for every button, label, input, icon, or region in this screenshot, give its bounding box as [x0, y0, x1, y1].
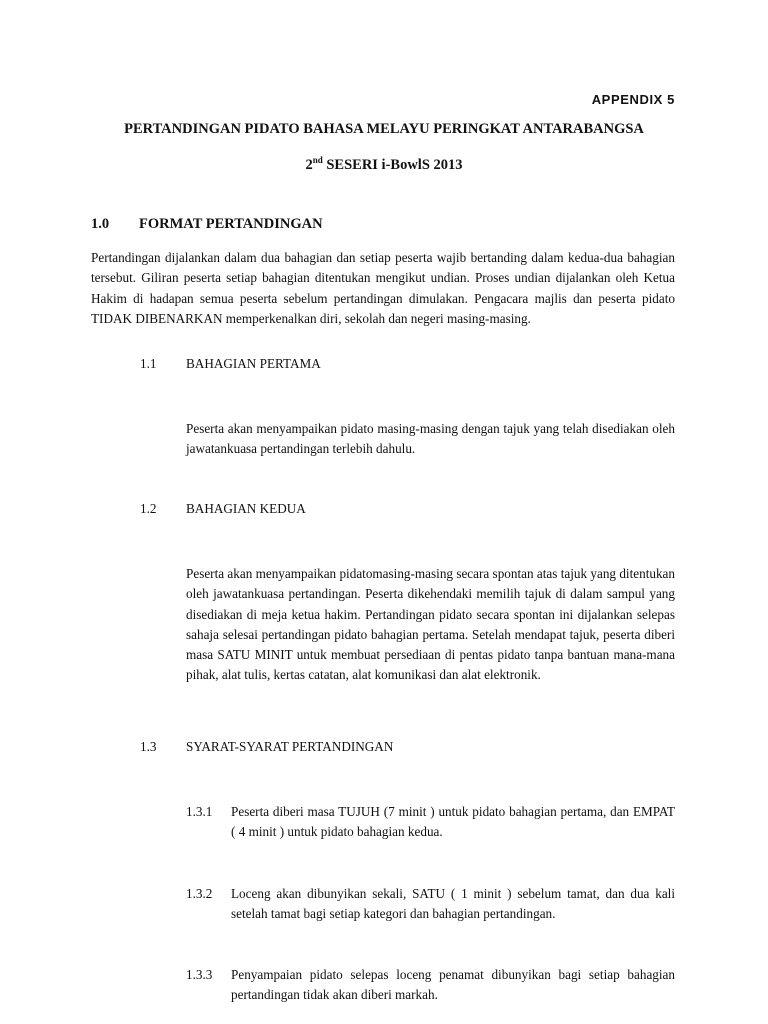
list-item-number: 1.3.3: [186, 967, 213, 982]
list-item-number: 1.3.1: [186, 804, 213, 819]
list-item-text: Loceng akan dibunyikan sekali, SATU ( 1 minit ) sebelum tamat, dan dua kali setelah tamat bagi setiap kategori dan bahagian pertandingan.: [231, 886, 675, 922]
subtitle-ordinal: 2: [305, 157, 313, 173]
document-title: PERTANDINGAN PIDATO BAHASA MELAYU PERINGKAT ANTARABANGSA: [124, 121, 644, 137]
list-item-1-3-3: [186, 965, 675, 1006]
subsection-title: BAHAGIAN PERTAMA: [186, 356, 321, 371]
subsection-heading-1-3: [140, 739, 393, 755]
subsection-heading-1-1: [140, 356, 321, 372]
section-intro-paragraph: Pertandingan dijalankan dalam dua bahagian dan setiap peserta wajib bertanding dalam kedua-dua bahagian tersebut. Giliran peserta setiap bahagian ditentukan mengikut undian. Proses undian dijalankan oleh Ketua Hakim di hadapan semua peserta sebelum pertandingan dimulakan. Pengacara majlis dan peserta pidato TIDAK DIBENARKAN memperkenalkan diri, sekolah dan negeri masing-masing.: [91, 250, 675, 326]
appendix-label: APPENDIX 5: [591, 92, 675, 107]
subsection-paragraph-1-1: Peserta akan menyampaikan pidato masing-masing dengan tajuk yang telah disediakan oleh jawatankuasa pertandingan terlebih dahulu.: [186, 421, 675, 457]
subsection-number: 1.2: [140, 501, 157, 516]
section-number: 1.0: [91, 216, 110, 232]
list-item-number: 1.3.2: [186, 886, 213, 901]
list-item-1-3-1: [186, 802, 675, 843]
list-item-text: Peserta diberi masa TUJUH (7 minit ) untuk pidato bahagian pertama, dan EMPAT ( 4 minit ) untuk pidato bahagian kedua.: [231, 804, 675, 840]
section-heading: [91, 216, 323, 233]
document-subtitle: [0, 155, 768, 174]
subsection-title: BAHAGIAN KEDUA: [186, 501, 306, 516]
subtitle-text: SESERI i-BowlS 2013: [322, 157, 463, 173]
subsection-paragraph-1-2: Peserta akan menyampaikan pidatomasing-masing secara spontan atas tajuk yang ditentukan oleh jawatankuasa pertandingan. Peserta dikehendaki memilih tajuk di dalam sampul yang disediakan di meja ketua hakim. Pertandingan pidato secara spontan ini dijalankan selepas sahaja selesai pertandingan pidato bahagian pertama. Setelah mendapat tajuk, peserta diberi masa SATU MINIT untuk membuat persediaan di pentas pidato tanpa bantuan mana-mana pihak, alat tulis, kertas catatan, alat komunikasi dan alat elektronik.: [186, 566, 675, 683]
list-item-1-3-2: [186, 884, 675, 925]
subsection-number: 1.3: [140, 739, 157, 754]
subsection-number: 1.1: [140, 356, 157, 371]
section-title: FORMAT PERTANDINGAN: [139, 216, 323, 232]
subsection-heading-1-2: [140, 501, 306, 517]
subsection-title: SYARAT-SYARAT PERTANDINGAN: [186, 739, 394, 754]
subtitle-ordinal-suffix: nd: [312, 155, 323, 165]
list-item-text: Penyampaian pidato selepas loceng penamat dibunyikan bagi setiap bahagian pertandingan tidak akan diberi markah.: [231, 967, 675, 1003]
